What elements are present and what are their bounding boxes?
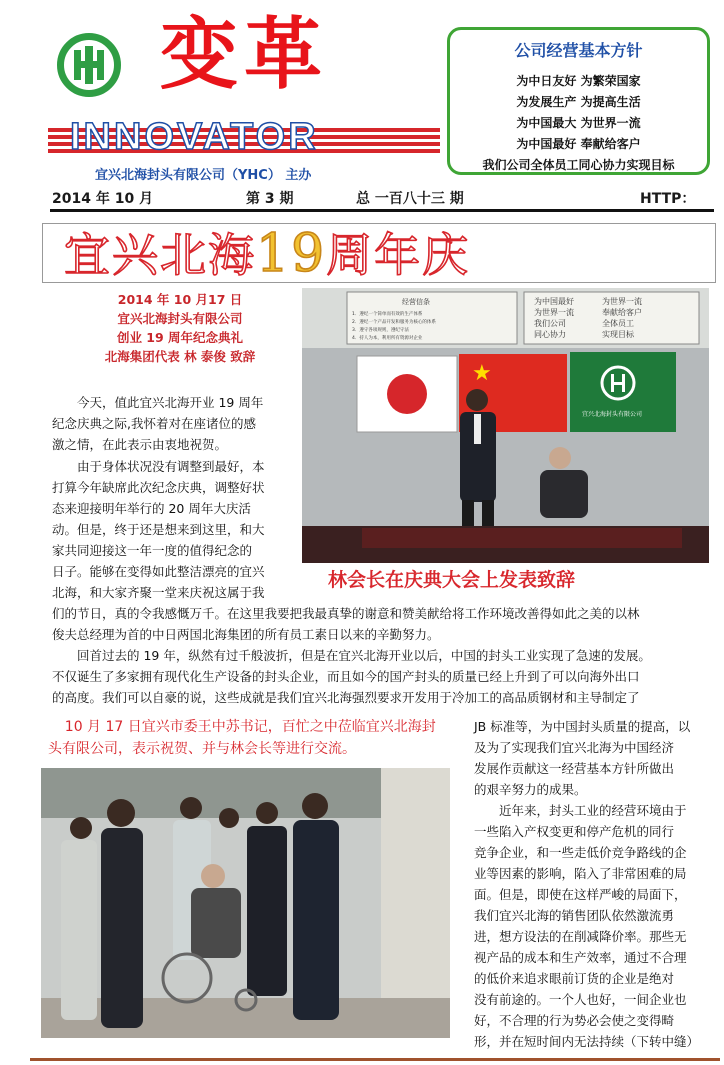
ceremony-photo-illustration xyxy=(302,288,709,563)
bottom-rule xyxy=(30,1058,720,1061)
board-line: 1．遵纪一个简单而有效的生产体系 xyxy=(352,312,423,317)
issue-date: 2014 年 10 月 xyxy=(52,191,154,207)
text-line: 动。但是，终于还是想来到这里，和大 xyxy=(52,522,265,537)
speech-event: 创业 19 周年纪念典礼 xyxy=(116,330,244,345)
text-line: 今天，值此宜兴北海开业 19 周年 xyxy=(77,395,264,410)
policy-line: 为中日友好 为繁荣国家 xyxy=(516,74,641,88)
text-line: 的低价来追求眼前订货的企业是绝对 xyxy=(474,971,675,986)
speech-date: 2014 年 10 月17 日 xyxy=(117,292,243,307)
text-line: 日子。能够在变得如此整洁漂亮的宜兴 xyxy=(52,564,265,579)
board-line: 实现目标 xyxy=(602,330,634,339)
flag-label: 宜兴北海封头有限公司 xyxy=(582,411,643,418)
text-line: 的高度。我们可以自豪的说，这些成就是我们宜兴北海强烈要求开发用于冷加工的高品质钢材和主导制定了 xyxy=(52,690,640,705)
issue-number: 第 3 期 xyxy=(246,191,294,207)
board-line: 奉献给客户 xyxy=(602,308,642,317)
text-line: 们的节日，真的令我感慨万千。在这里我要把我最真挚的谢意和赞美献给将工作环境改善得如此之美的以林 xyxy=(52,606,640,621)
photo2-caption: 10 月 17 日宜兴市委王中苏书记，百忙之中莅临宜兴北海封头有限公司，表示祝贺、并与林会长等进行交流。 xyxy=(48,719,436,757)
board-line: 为中国最好 xyxy=(534,297,574,306)
visit-photo-illustration xyxy=(41,768,450,1038)
speech-speaker: 北海集团代表 林 泰俊 致辞 xyxy=(104,349,256,364)
text-line: 进，想方设法的在削减降价率。那些无 xyxy=(474,929,687,944)
text-line: 纪念庆典之际,我怀着对在座诸位的感 xyxy=(52,416,256,431)
board-line: 2．遵纪一个产品开发和服务为核心的体系 xyxy=(352,320,436,325)
board-line: 3．遵守各项规则，遵纪守法 xyxy=(352,328,409,333)
text-line: 由于身体状况没有调整到最好，本 xyxy=(77,459,265,474)
text-line: 不仅诞生了多家拥有现代化生产设备的封头企业，而且如今的国产封头的质量已经上升到了可以向海外出口 xyxy=(52,669,640,684)
text-line: JB 标准等，为中国封头质量的提高，以 xyxy=(474,719,691,734)
text-line: 形，并在短时间内无法持续（下转中缝） xyxy=(474,1034,700,1049)
text-line: 近年来，封头工业的经营环境由于 xyxy=(499,803,687,818)
text-line: 竞争企业，和一些走低价竞争路线的企 xyxy=(474,845,687,860)
board-line: 经营信条 xyxy=(402,298,430,306)
anniversary-banner: 宜兴北海19周年庆 xyxy=(64,224,471,284)
paragraph-1 xyxy=(52,392,288,455)
banner-number: 19 xyxy=(256,224,327,284)
text-line: 面。但是，即使在这样严峻的局面下， xyxy=(474,887,687,902)
text-line: 回首过去的 19 年，纵然有过千般波折，但是在宜兴北海开业以后，中国的封头工业实现了急速的发展。 xyxy=(77,648,651,663)
board-line: 为世界一流 xyxy=(602,297,642,306)
text-line: 视产品的成本和生产效率，通过不合理 xyxy=(474,950,687,965)
text-line: 家共同迎接这一年一度的值得纪念的 xyxy=(52,543,253,558)
text-line: 发展作贡献这一经营基本方针所做出 xyxy=(474,761,675,776)
policy-line: 我们公司全体员工同心协力实现目标 xyxy=(482,158,675,172)
text-line: 及为了实现我们宜兴北海为中国经济 xyxy=(474,740,675,755)
text-line: 打算今年缺席此次纪念庆典，调整好状 xyxy=(52,480,265,495)
header-rule xyxy=(50,209,714,212)
logo-mark-icon xyxy=(64,40,114,90)
paragraph-full xyxy=(52,603,716,708)
text-line: 态来迎接明年举行的 20 周年大庆活 xyxy=(52,501,251,516)
policy-line: 为发展生产 为提高生活 xyxy=(516,95,641,109)
text-line: 激之情，在此表示由衷地祝贺。 xyxy=(52,437,228,452)
issue-total: 总 一百八十三 期 xyxy=(356,191,464,207)
paragraph-2 xyxy=(52,456,288,603)
masthead-title-en: INNOVATOR xyxy=(70,116,319,158)
text-line: 好，不合理的行为势必会使之变得畸 xyxy=(474,1013,675,1028)
speech-header xyxy=(60,290,300,366)
board-line: 为世界一流 xyxy=(534,308,574,317)
svg-text:★: ★ xyxy=(472,361,492,386)
publisher-line: 宜兴北海封头有限公司（YHC） 主办 xyxy=(95,168,312,183)
text-line: 俊夫总经理为首的中日两国北海集团的所有员工素日以来的辛勤努力。 xyxy=(52,627,440,642)
text-line: 一些陷入产权变更和停产危机的同行 xyxy=(474,824,675,839)
company-logo xyxy=(57,33,121,97)
issue-http: HTTP： xyxy=(640,191,696,207)
board-line: 4．持人为本，利用所有资源对企业 xyxy=(352,336,423,341)
text-line: 我们宜兴北海的销售团队依然激流勇 xyxy=(474,908,675,923)
policy-box xyxy=(447,27,710,175)
text-line: 没有前途的。一个人也好，一间企业也 xyxy=(474,992,687,1007)
ceremony-photo xyxy=(302,288,709,563)
text-line: 的艰辛努力的成果。 xyxy=(474,782,587,797)
board-line: 我们公司 xyxy=(534,319,566,328)
speech-company: 宜兴北海封头有限公司 xyxy=(117,311,243,326)
policy-line: 为中国最好 奉献给客户 xyxy=(516,137,641,151)
policy-line: 为中国最大 为世界一流 xyxy=(516,116,641,130)
text-line: 北海，和大家齐聚一堂来庆祝这属于我 xyxy=(52,585,265,600)
visit-photo xyxy=(41,768,450,1038)
photo1-caption: 林会长在庆典大会上发表致辞 xyxy=(328,569,576,591)
board-line: 同心协力 xyxy=(534,330,566,339)
paragraph-right xyxy=(474,716,714,1052)
masthead-title-cn: 变革 xyxy=(160,9,329,100)
text-line: 业等因素的影响，陷入了非常困难的局 xyxy=(474,866,687,881)
policy-title: 公司经营基本方针 xyxy=(514,41,643,60)
board-line: 全体员工 xyxy=(602,319,634,328)
